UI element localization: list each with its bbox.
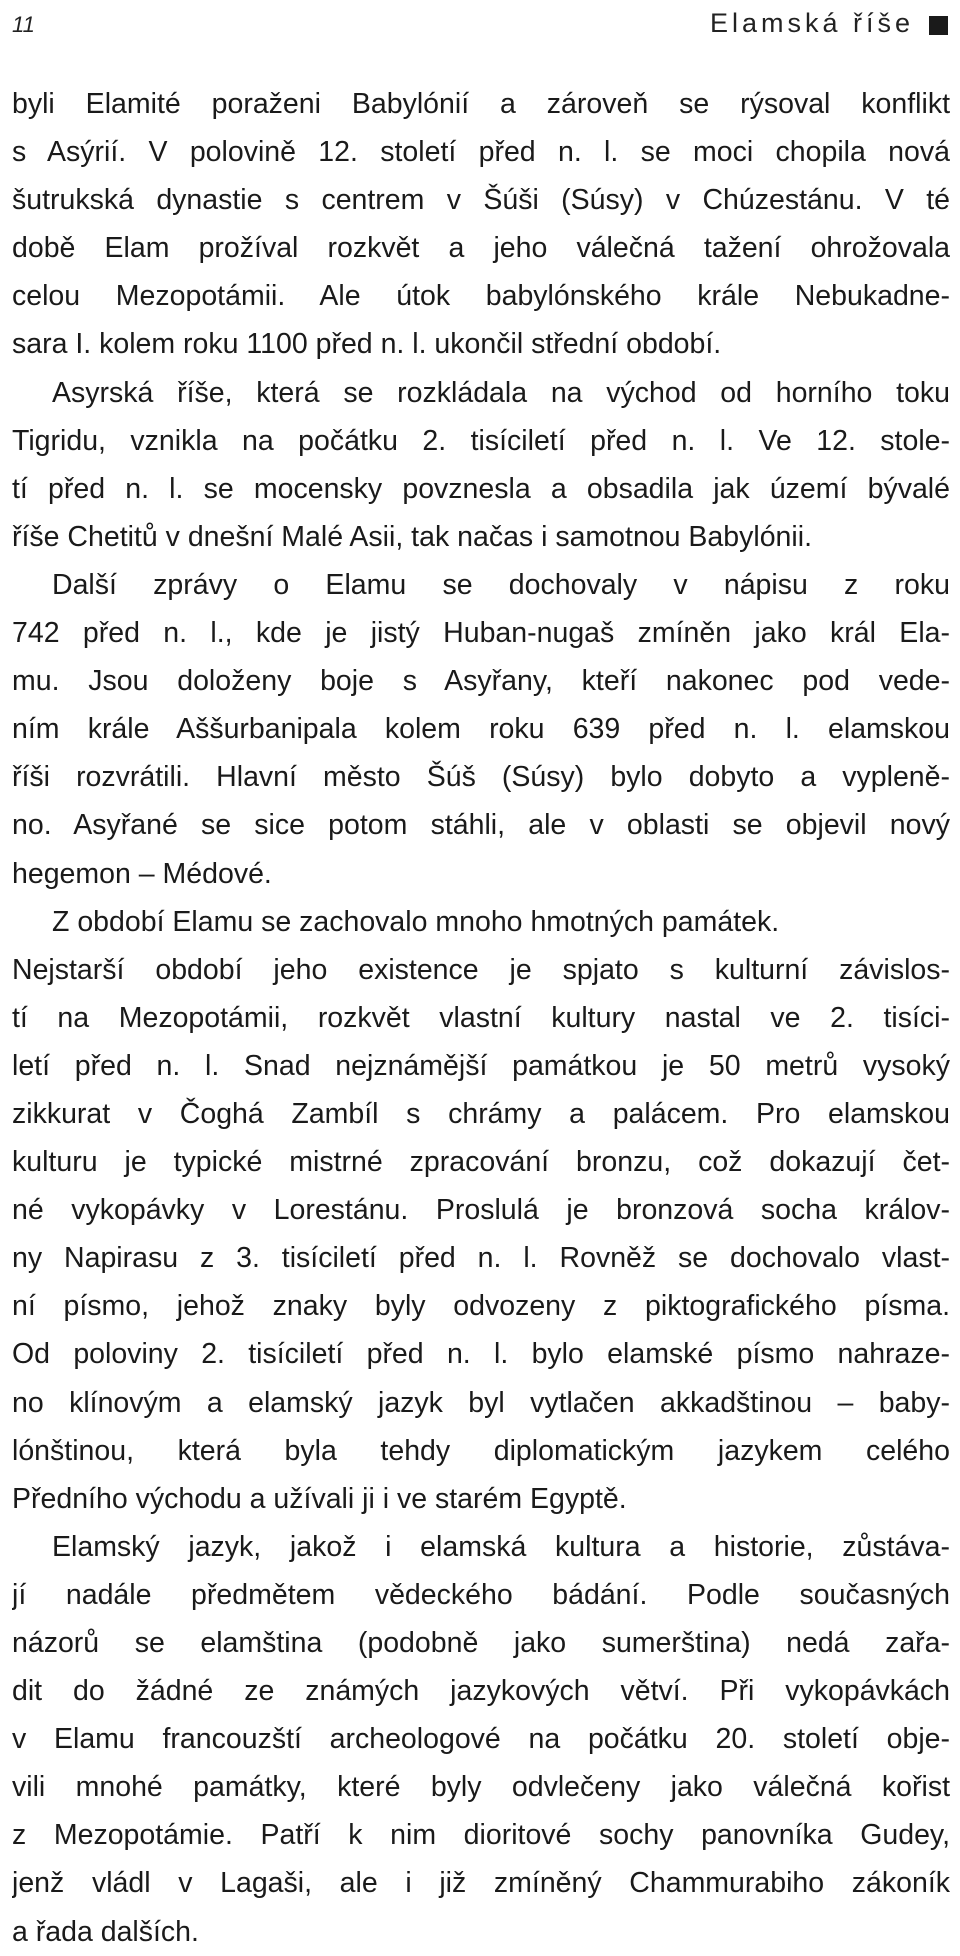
text-line: né vykopávky v Lorestánu. Proslulá je bronzová socha králov- — [12, 1194, 950, 1227]
text-line: ním krále Aššurbanipala kolem roku 639 před n. l. elamskou — [12, 713, 950, 746]
text-line: názorů se elamština (podobně jako sumerština) nedá zařa- — [12, 1627, 950, 1659]
text-line: šutrukská dynastie s centrem v Šúši (Súsy) v Chúzestánu. V té — [12, 184, 950, 217]
text-line: jenž vládl v Lagaši, ale i již zmíněný Chammurabiho zákoník — [12, 1867, 950, 1900]
text-line: Tigridu, vznikla na počátku 2. tisíciletí před n. l. Ve 12. stole- — [12, 424, 950, 457]
text-line: sara I. kolem roku 1100 před n. l. ukončil střední období. — [12, 328, 722, 361]
text-line: Od poloviny 2. tisíciletí před n. l. bylo elamské písmo nahraze- — [12, 1338, 950, 1371]
text-line: letí před n. l. Snad nejznámější památkou je 50 metrů vysoký — [12, 1049, 950, 1082]
text-line: Asyrská říše, která se rozkládala na východ od horního toku — [52, 376, 950, 409]
text-line: no. Asyřané se sice potom stáhli, ale v oblasti se objevil nový — [12, 809, 950, 842]
text-line: 742 před n. l., kde je jistý Huban-nugaš zmíněn jako král Ela- — [12, 617, 950, 650]
text-line: Z období Elamu se zachovalo mnoho hmotných památek. — [52, 905, 780, 938]
text-line: době Elam prožíval rozkvět a jeho válečná tažení ohrožovala — [12, 232, 950, 265]
text-line: říše Chetitů v dnešní Malé Asii, tak načas i samotnou Babylónii. — [12, 520, 812, 553]
text-line: jí nadále předmětem vědeckého bádání. Podle současných — [12, 1578, 950, 1611]
text-line: z Mezopotámie. Patří k nim dioritové sochy panovníka Gudey, — [12, 1819, 950, 1852]
text-line: a řada dalších. — [12, 1915, 199, 1948]
text-line: Předního východu a užívali ji i ve starém Egyptě. — [12, 1482, 627, 1515]
body-text — [12, 80, 950, 1956]
running-header — [12, 8, 948, 48]
text-line: říši rozvrátili. Hlavní město Šúš (Súsy) bylo dobyto a vypleně- — [12, 761, 950, 794]
text-line: lónštinou, která byla tehdy diplomatickým jazykem celého — [12, 1434, 950, 1467]
text-line: mu. Jsou doloženy boje s Asyřany, kteří nakonec pod vede- — [12, 665, 950, 698]
text-line: s Asýrií. V polovině 12. století před n. l. se moci chopila nová — [12, 136, 950, 169]
text-line: kulturu je typické mistrné zpracování bronzu, což dokazují čet- — [12, 1146, 950, 1179]
text-line: celou Mezopotámii. Ale útok babylónského krále Nebukadne- — [12, 280, 950, 313]
chapter-title: Elamská říše — [709, 8, 914, 38]
text-line: tí na Mezopotámii, rozkvět vlastní kultury nastal ve 2. tisíci- — [12, 1001, 950, 1034]
page-number: 11 — [12, 12, 35, 37]
text-line: no klínovým a elamský jazyk byl vytlačen akkadštinou – baby- — [12, 1386, 950, 1419]
text-line: hegemon – Médové. — [12, 857, 272, 890]
text-line: Nejstarší období jeho existence je spjato s kulturní závislos- — [12, 953, 950, 986]
text-line: dit do žádné ze známých jazykových větví. Při vykopávkách — [12, 1675, 950, 1708]
text-line: ní písmo, jehož znaky byly odvozeny z piktografického písma. — [12, 1290, 950, 1323]
text-line: ny Napirasu z 3. tisíciletí před n. l. Rovněž se dochovalo vlast- — [12, 1242, 950, 1275]
text-line: byli Elamité poraženi Babylónií a zároveň se rýsoval konflikt — [12, 88, 950, 120]
text-line: tí před n. l. se mocensky povznesla a obsadila jak území bývalé — [12, 472, 950, 505]
square-marker-icon — [929, 16, 948, 35]
text-line: vili mnohé památky, které byly odvlečeny jako válečná kořist — [12, 1771, 950, 1804]
text-line: Elamský jazyk, jakož i elamská kultura a historie, zůstáva- — [52, 1530, 950, 1563]
text-line: v Elamu francouzští archeologové na počátku 20. století obje- — [12, 1723, 950, 1756]
text-line: zikkurat v Čoghá Zambíl s chrámy a palácem. Pro elamskou — [12, 1097, 950, 1130]
text-line: Další zprávy o Elamu se dochovaly v nápisu z roku — [52, 568, 950, 601]
